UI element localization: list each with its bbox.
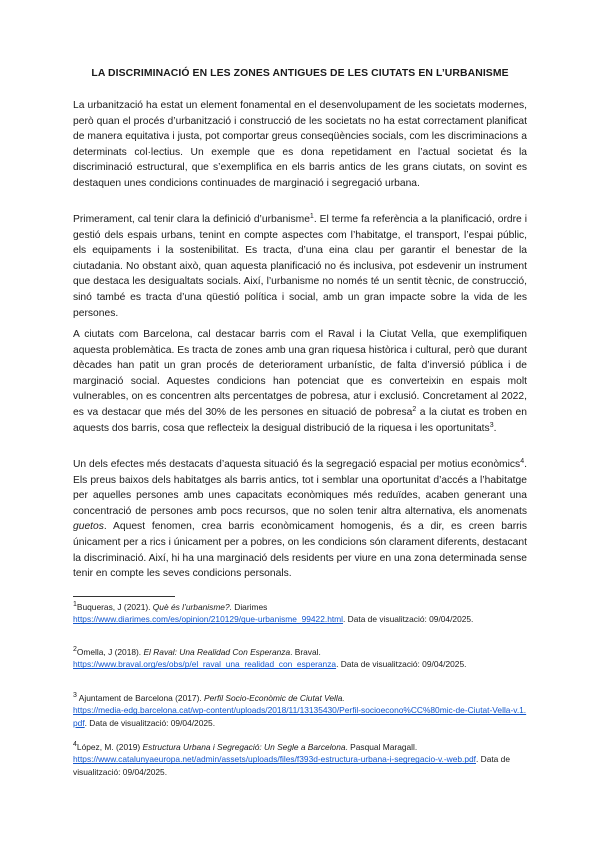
- footnote-authors: López, M. (2019): [76, 742, 143, 752]
- footnote-publisher: . Pasqual Maragall.: [345, 742, 418, 752]
- footnote-ref-2[interactable]: 2: [412, 405, 417, 413]
- footnote-4: [73, 741, 527, 778]
- footnote-title: Estructura Urbana i Segregació: Un Segle a Barcelona: [142, 742, 346, 752]
- footnote-ref-4[interactable]: 4: [520, 458, 525, 465]
- paragraph-text: Primerament, cal tenir clara la definició d’urbanisme: [73, 214, 310, 225]
- paragraph-text: A ciutats com Barcelona, cal destacar barris com el Raval i la Ciutat Vella, que exemplifiquen aquesta problemàtica. Es tracta de zones amb una gran riquesa històrica i cultural, però que durant dècades han patit un gran procés de deteriorament urbanístic, de falta d’inversió pública i de marginació social. Aquestes condicions han potenciat que es converteixin en espais molt vulnerables, on es concentren alts percentatges de pobresa, atur i exclusió. Concretament al 2022, es va destacar que més del 30% de les persones en situació de pobresa: [73, 329, 527, 418]
- footnote-title: El Raval: Una Realidad Con Esperanza: [143, 647, 291, 657]
- footnote-link[interactable]: https://media-edg.barcelona.cat/wp-content/uploads/2018/11/13135430/Perfil-socioecono%CC%80mic-de-Ciutat-Vella-v.1.pdf: [73, 705, 527, 728]
- paragraph-definition: [73, 212, 527, 321]
- footnote-number: 1: [73, 601, 77, 608]
- paragraph-text: . Els preus baixos dels habitatges als barris antics, tot i semblar una oportunitat d’accés a l’habitatge per aquelles persones amb unes capacitats econòmiques més reduïdes, acaben generant una concentració de persones amb pocs recursos, que no solen tenir altra alternativa, els anomenats: [73, 459, 527, 517]
- paragraph-barcelona: [73, 327, 527, 436]
- footnote-ref-1[interactable]: 1: [309, 213, 314, 220]
- footnote-authors: Ajuntament de Barcelona (2017).: [76, 693, 205, 703]
- paragraph-text: La urbanització ha estat un element fonamental en el desenvolupament de les societats modernes, però quan el procés d’urbanització i construcció de les societats no ha estat correctament planificat de manera equitativa i justa, pot comportar greus conseqüències socials, com les discriminacions a determinats col·lectius. Un exemple que es dona repetidament en l’actual societat és la discriminació estructural, que s’exemplifica en els barris antics de les grans ciutats, on sovint es destaquen unes condicions continuades de marginació i segregació urbana.: [73, 100, 527, 189]
- footnote-authors: Buqueras, J (2021).: [76, 602, 153, 612]
- footnote-2: [73, 646, 527, 671]
- document-title: LA DISCRIMINACIÓ EN LES ZONES ANTIGUES DE LES CIUTATS EN L’URBANISME: [91, 68, 509, 79]
- footnote-access-date: . Data de visualització: 09/04/2025.: [73, 754, 510, 777]
- footnote-access-date: . Data de visualització: 09/04/2025.: [343, 614, 474, 625]
- footnote-link[interactable]: https://www.braval.org/es/obs/p/el_raval_una_realidad_con_esperanza: [73, 659, 337, 670]
- paragraph-text: Un dels efectes més destacats d’aquesta situació és la segregació espacial per motius econòmics: [73, 459, 521, 470]
- footnote-title: Perfil Socio-Econòmic de Ciutat Vella.: [204, 693, 345, 703]
- paragraph-text: .: [493, 422, 497, 434]
- footnote-divider: [73, 596, 175, 597]
- paragraph-text: a la ciutat es troben en aquests dos barris, cosa que reflecteix la desigual distribució de la riquesa i les oportunitats: [73, 406, 527, 434]
- footnote-access-date: . Data de visualització: 09/04/2025.: [84, 717, 216, 728]
- paragraph-segregation: [73, 457, 527, 582]
- footnote-publisher: . Braval.: [290, 647, 321, 657]
- footnote-link[interactable]: https://www.diarimes.com/es/opinion/210129/que-urbanisme_99422.html: [73, 614, 344, 625]
- footnote-authors: Omella, J (2018).: [76, 647, 144, 657]
- emphasis-text: guetos: [73, 521, 104, 533]
- footnote-number: 2: [73, 646, 77, 653]
- paragraph-text: . El terme fa referència a la planificació, ordre i gestió dels espais urbans, tenint en compte aspectes com l’habitatge, el transport, l’espai públic, els equipaments i la sostenibilitat. Es tracta, d’una eina clau per garantir el benestar de la ciutadania. No obstant això, quan aquesta planificació no és inclusiva, pot esdevenir un instrument que destaca les desigualtats socials. Així, l’urbanisme no només té un sentit tècnic, de construcció, sinó també es tracta d’una qüestió política i social, amb un gran impacte sobre la vida de les persones.: [73, 214, 527, 319]
- footnote-link[interactable]: https://www.catalunyaeuropa.net/admin/assets/uploads/files/f393d-estructura-urbana-i-segregacio-v.-web.pdf: [73, 754, 476, 765]
- footnote-number: 3: [73, 692, 77, 699]
- footnote-access-date: . Data de visualització: 09/04/2025.: [336, 659, 467, 670]
- footnote-title: Què és l’urbanisme?.: [152, 602, 232, 612]
- paragraph-text: . Aquest fenomen, crea barris econòmicament homogenis, és a dir, es creen barris únicament per a rics i únicament per a pobres, on les condicions són clarament diferents, destacant la discriminació. Així, hi ha una marginació dels residents per viure en una zona determinada sense tenir en compte les seves condicions personals.: [73, 521, 527, 580]
- footnote-3: [73, 692, 527, 729]
- paragraph-intro: [73, 98, 527, 192]
- footnote-1: [73, 601, 527, 626]
- footnote-number: 4: [73, 741, 77, 748]
- footnote-ref-3[interactable]: 3: [489, 421, 494, 429]
- footnote-publisher: Diarimes: [231, 602, 268, 612]
